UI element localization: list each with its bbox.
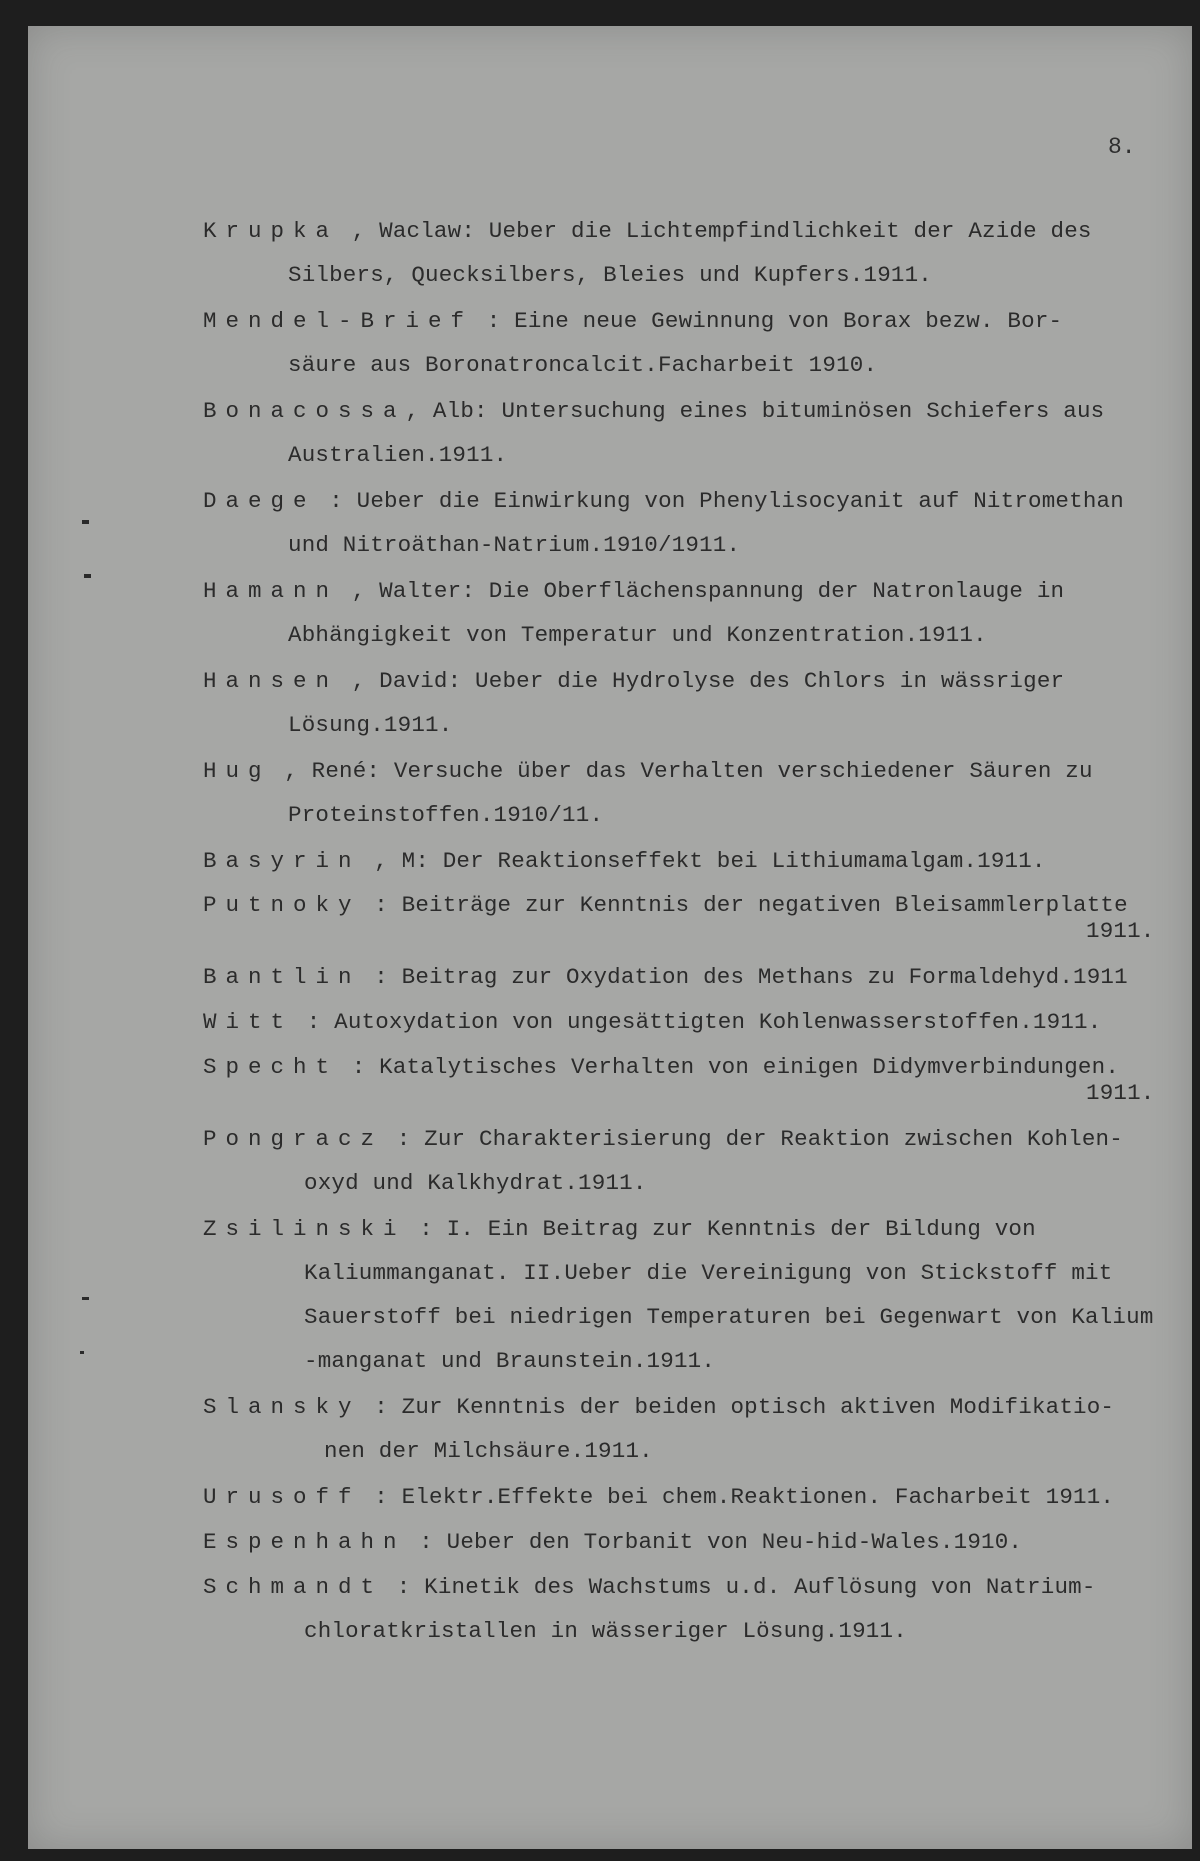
entry-tail: 1911. [1086, 1080, 1155, 1106]
document-page [28, 26, 1192, 1849]
entry-title: : Beiträge zur Kenntnis der negativen Bleisammlerplatte [374, 892, 1128, 918]
entry-title: : Eine neue Gewinnung von Borax bezw. Bor- [486, 308, 1063, 334]
entry-title: : Katalytisches Verhalten von einigen Didymverbindungen. [351, 1054, 1120, 1080]
entry-line [203, 1216, 1036, 1242]
page-number: 8. [1108, 134, 1136, 160]
entry-continuation: Australien.1911. [288, 442, 508, 468]
entry-line [203, 1126, 1123, 1152]
entry-line [203, 488, 1124, 514]
entry-title: : Zur Charakterisierung der Reaktion zwischen Kohlen- [396, 1126, 1123, 1152]
entry-line [203, 1574, 1096, 1600]
entry-continuation: Silbers, Quecksilbers, Bleies und Kupfers.1911. [288, 262, 933, 288]
entry-line [203, 668, 1064, 694]
entry-title: , René: Versuche über das Verhalten verschiedener Säuren zu [284, 758, 1093, 784]
entry-line [203, 1054, 1119, 1080]
entry-continuation: Proteinstoffen.1910/11. [288, 802, 604, 828]
author-name: Slansky [203, 1394, 361, 1420]
author-name: Urusoff [203, 1484, 361, 1510]
entry-line [203, 1394, 1114, 1420]
entry-title: , M: Der Reaktionseffekt bei Lithiumamalgam.1911. [374, 848, 1046, 874]
entry-title: : Autoxydation von ungesättigten Kohlenwasserstoffen.1911. [306, 1009, 1102, 1035]
entry-continuation: -manganat und Braunstein.1911. [304, 1348, 716, 1374]
author-name: Zsilinski [203, 1216, 406, 1242]
entry-continuation: und Nitroäthan-Natrium.1910/1911. [288, 532, 741, 558]
entry-line [203, 398, 1104, 424]
entry-title: , Waclaw: Ueber die Lichtempfindlichkeit der Azide des [351, 218, 1092, 244]
entry-line [203, 848, 1046, 874]
author-name: Daege [203, 488, 316, 514]
author-name: Mendel-Brief [203, 308, 474, 334]
entry-title: , Walter: Die Oberflächenspannung der Natronlauge in [351, 578, 1065, 604]
entry-title: : Kinetik des Wachstums u.d. Auflösung von Natrium- [396, 1574, 1096, 1600]
author-name: Specht [203, 1054, 339, 1080]
entry-continuation: Kaliummanganat. II.Ueber die Vereinigung von Stickstoff mit [304, 1260, 1113, 1286]
author-name: Basyrin [203, 848, 361, 874]
author-name: Putnoky [203, 892, 361, 918]
author-name: Hamann [203, 578, 339, 604]
entry-line [203, 758, 1093, 784]
author-name: Bonacossa [203, 398, 406, 424]
entry-title: : Beitrag zur Oxydation des Methans zu Formaldehyd.1911 [374, 964, 1128, 990]
entry-line [203, 1529, 1022, 1555]
entry-continuation: Abhängigkeit von Temperatur und Konzentration.1911. [288, 622, 987, 648]
entry-title: : Elektr.Effekte bei chem.Reaktionen. Facharbeit 1911. [374, 1484, 1115, 1510]
entry-title: : I. Ein Beitrag zur Kenntnis der Bildung von [419, 1216, 1036, 1242]
entry-continuation: Sauerstoff bei niedrigen Temperaturen bei Gegenwart von Kalium [304, 1304, 1154, 1330]
entry-tail: 1911. [1086, 918, 1155, 944]
entry-line [203, 218, 1092, 244]
author-name: Krupka [203, 218, 339, 244]
entry-line [203, 1009, 1101, 1035]
entry-continuation: oxyd und Kalkhydrat.1911. [304, 1170, 647, 1196]
thesis-list [28, 26, 1192, 1849]
entry-title: , Alb: Untersuchung eines bituminösen Schiefers aus [405, 398, 1105, 424]
entry-line [203, 308, 1062, 334]
entry-continuation: säure aus Boronatroncalcit.Facharbeit 1910. [288, 352, 878, 378]
entry-line [203, 964, 1128, 990]
entry-title: : Ueber den Torbanit von Neu-hid-Wales.1910. [419, 1529, 1023, 1555]
entry-continuation: Lösung.1911. [288, 712, 453, 738]
author-name: Espenhahn [203, 1529, 406, 1555]
entry-line [203, 1484, 1114, 1510]
author-name: Pongracz [203, 1126, 384, 1152]
author-name: Hug [203, 758, 271, 784]
author-name: Schmandt [203, 1574, 384, 1600]
entry-title: : Ueber die Einwirkung von Phenylisocyanit auf Nitromethan [329, 488, 1124, 514]
entry-continuation: nen der Milchsäure.1911. [324, 1438, 653, 1464]
entry-line [203, 892, 1128, 918]
entry-title: : Zur Kenntnis der beiden optisch aktiven Modifikatio- [374, 1394, 1115, 1420]
author-name: Hansen [203, 668, 339, 694]
entry-line [203, 578, 1064, 604]
entry-title: , David: Ueber die Hydrolyse des Chlors in wässriger [351, 668, 1065, 694]
author-name: Witt [203, 1009, 294, 1035]
entry-continuation: chloratkristallen in wässeriger Lösung.1911. [304, 1618, 907, 1644]
author-name: Bantlin [203, 964, 361, 990]
